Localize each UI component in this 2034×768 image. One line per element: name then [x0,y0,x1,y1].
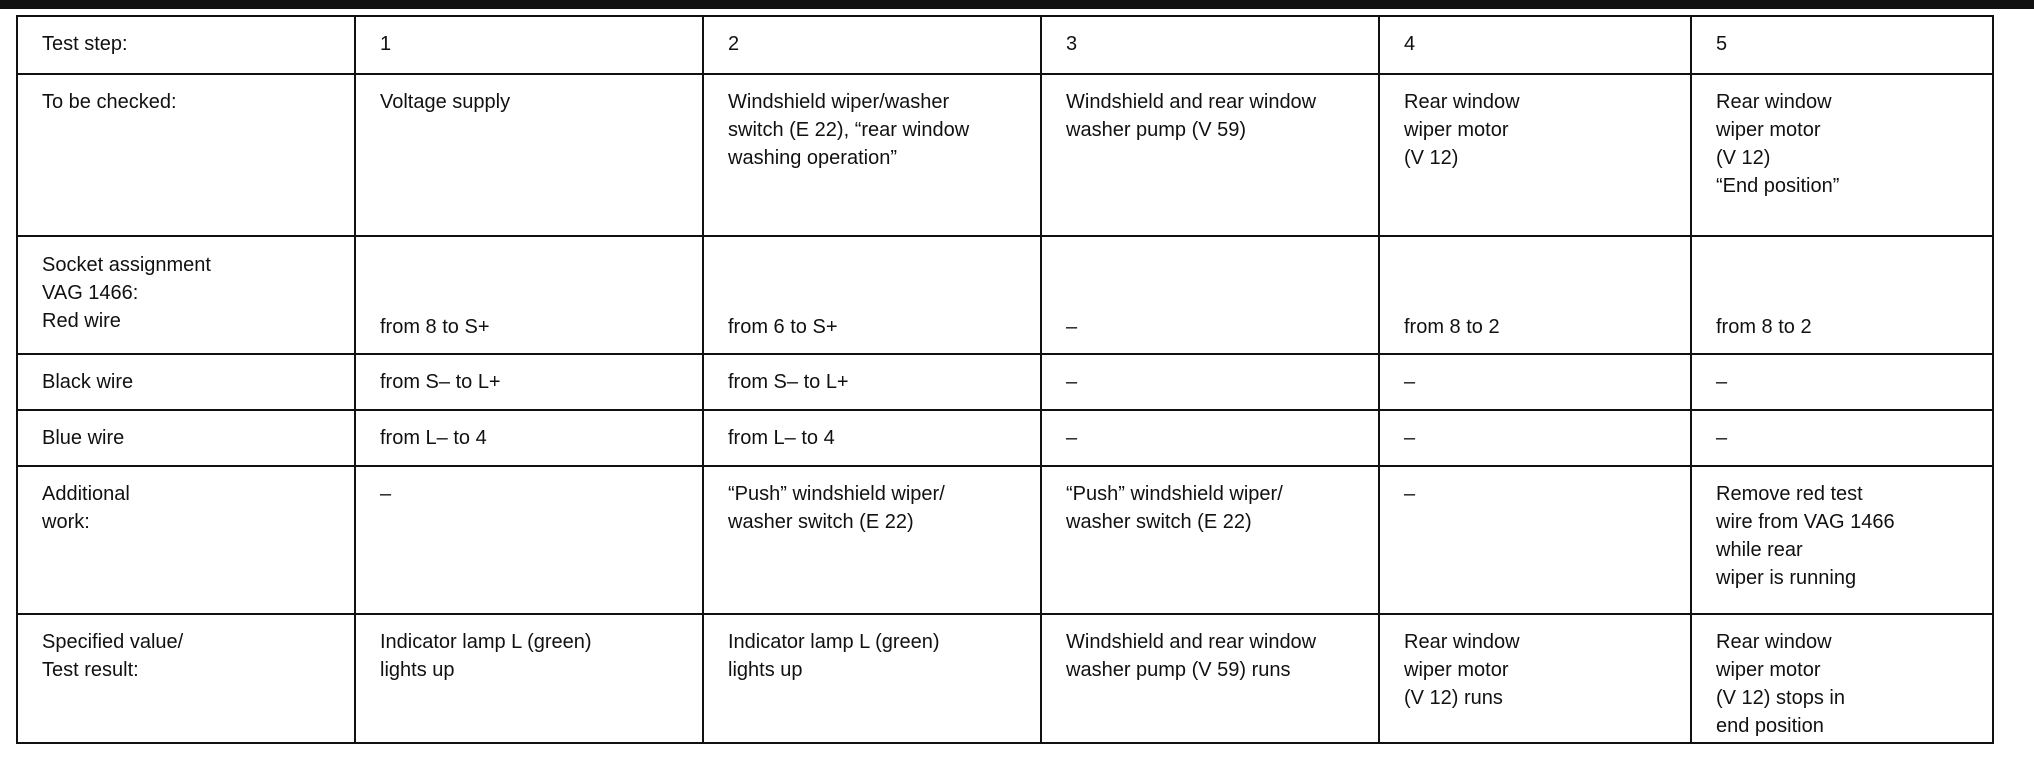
additional-work-5: Remove red test wire from VAG 1466 while rear wiper is running [1716,483,1895,589]
specified-value-2: Indicator lamp L (green) lights up [704,615,1042,742]
to-be-checked-1: Voltage supply [356,75,704,235]
additional-work-2: “Push” windshield wiper/ washer switch (E 22) [704,467,1042,613]
table-row-to-be-checked [18,75,1992,237]
blue-wire-1: from L– to 4 [356,411,704,465]
specified-value-1: Indicator lamp L (green) lights up [356,615,704,742]
red-wire-3: – [1042,237,1380,353]
blue-wire-4: – [1380,411,1692,465]
row-label-additional-work: Additional work: [18,467,356,613]
black-wire-1: from S– to L+ [356,355,704,409]
specified-value-3: Windshield and rear window washer pump (V 59) runs [1042,615,1380,742]
additional-work-3: “Push” windshield wiper/ washer switch (E 22) [1042,467,1380,613]
blue-wire-3: – [1042,411,1380,465]
red-wire-2: from 6 to S+ [704,237,1042,353]
to-be-checked-2: Windshield wiper/washer switch (E 22), “rear window washing operation” [704,75,1042,235]
test-step-4: 4 [1380,17,1692,73]
blue-wire-2: from L– to 4 [704,411,1042,465]
table-row-test-step [18,17,1992,75]
row-label-blue-wire: Blue wire [18,411,356,465]
row-label-to-be-checked: To be checked: [18,75,356,235]
row-label-black-wire: Black wire [18,355,356,409]
red-wire-1: from 8 to S+ [356,237,704,353]
black-wire-4: – [1380,355,1692,409]
additional-work-4: – [1380,467,1692,613]
specified-value-4: Rear window wiper motor (V 12) runs [1380,615,1692,742]
black-wire-2: from S– to L+ [704,355,1042,409]
test-step-5: 5 [1716,33,1728,55]
test-step-1: 1 [356,17,704,73]
to-be-checked-4: Rear window wiper motor (V 12) [1380,75,1692,235]
blue-wire-5: – [1716,427,1728,449]
row-label-test-step: Test step: [18,17,356,73]
additional-work-1: – [356,467,704,613]
table-row-black-wire [18,355,1992,411]
test-step-2: 2 [704,17,1042,73]
test-step-3: 3 [1042,17,1380,73]
to-be-checked-3: Windshield and rear window washer pump (V 59) [1042,75,1380,235]
black-wire-5: – [1716,371,1728,393]
table-row-additional-work [18,467,1992,615]
row-label-socket-assignment-red-wire: Socket assignment VAG 1466: Red wire [18,237,356,353]
red-wire-4: from 8 to 2 [1380,237,1692,353]
test-step-table [16,15,1994,744]
top-rule [0,0,2034,9]
to-be-checked-5: Rear window wiper motor (V 12) “End position” [1716,91,1840,197]
red-wire-5: from 8 to 2 [1716,316,1812,338]
table-row-blue-wire [18,411,1992,467]
specified-value-5: Rear window wiper motor (V 12) stops in end position [1716,631,1845,737]
table-row-red-wire [18,237,1992,355]
table-row-specified-value [18,615,1992,742]
row-label-specified-value: Specified value/ Test result: [18,615,356,742]
black-wire-3: – [1042,355,1380,409]
